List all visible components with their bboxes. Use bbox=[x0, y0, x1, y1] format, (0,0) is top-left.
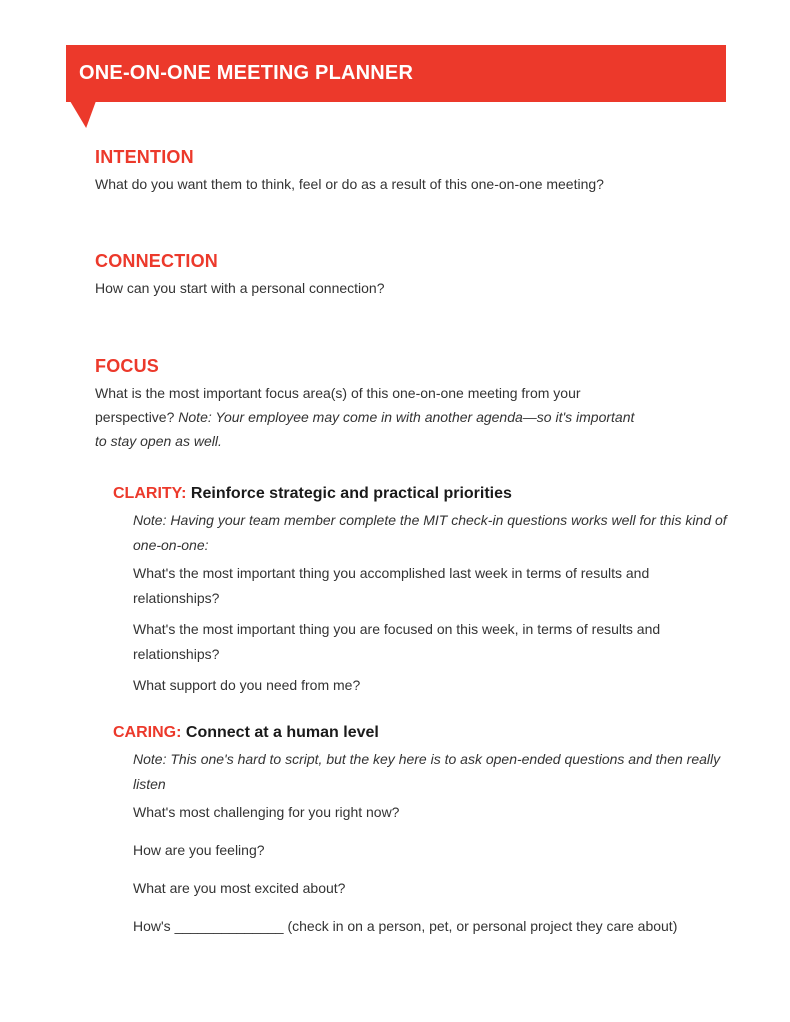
caring-question: What are you most excited about? bbox=[133, 880, 346, 896]
clarity-question: What's the most important thing you accomplished last week in terms of results and relationships? bbox=[133, 565, 650, 606]
clarity-question: What's the most important thing you are focused on this week, in terms of results and relationships? bbox=[133, 621, 661, 662]
clarity-note: Note: Having your team member complete the MIT check-in questions works well for this kind of one-on-one: bbox=[133, 512, 727, 553]
section-intention bbox=[95, 146, 680, 196]
connection-prompt: How can you start with a personal connection? bbox=[95, 280, 385, 296]
section-caring bbox=[113, 723, 728, 952]
intention-prompt: What do you want them to think, feel or do as a result of this one-on-one meeting? bbox=[95, 176, 604, 192]
caring-question: What's most challenging for you right now? bbox=[133, 804, 400, 820]
section-focus bbox=[95, 355, 647, 453]
caring-title: Connect at a human level bbox=[185, 724, 379, 741]
caring-content bbox=[113, 747, 728, 939]
clarity-label: CLARITY: bbox=[113, 485, 187, 502]
caring-question: How's ______________ (check in on a person, pet, or personal project they care about) bbox=[133, 918, 678, 934]
caring-note: Note: This one's hard to script, but the key here is to ask open-ended questions and then really listen bbox=[133, 751, 721, 792]
connection-heading: CONNECTION bbox=[95, 251, 218, 271]
header-banner bbox=[66, 45, 726, 102]
clarity-question: What support do you need from me? bbox=[133, 677, 361, 693]
intention-heading: INTENTION bbox=[95, 147, 194, 167]
banner-tail-decoration bbox=[70, 101, 96, 128]
clarity-title: Reinforce strategic and practical priorities bbox=[190, 485, 512, 502]
clarity-content bbox=[113, 508, 728, 698]
clarity-heading bbox=[113, 484, 728, 504]
section-connection bbox=[95, 250, 680, 300]
caring-label: CARING: bbox=[113, 724, 182, 741]
focus-prompt-text: What is the most important focus area(s) of this one-on-one meeting from your perspective? bbox=[95, 385, 581, 425]
focus-heading: FOCUS bbox=[95, 356, 159, 376]
section-clarity bbox=[113, 484, 728, 704]
document-title: ONE-ON-ONE MEETING PLANNER bbox=[79, 62, 414, 84]
focus-note: Note: Your employee may come in with another agenda—so it's important to stay open as well. bbox=[95, 409, 635, 449]
caring-heading bbox=[113, 723, 728, 743]
caring-question: How are you feeling? bbox=[133, 842, 265, 858]
focus-prompt bbox=[95, 381, 647, 453]
